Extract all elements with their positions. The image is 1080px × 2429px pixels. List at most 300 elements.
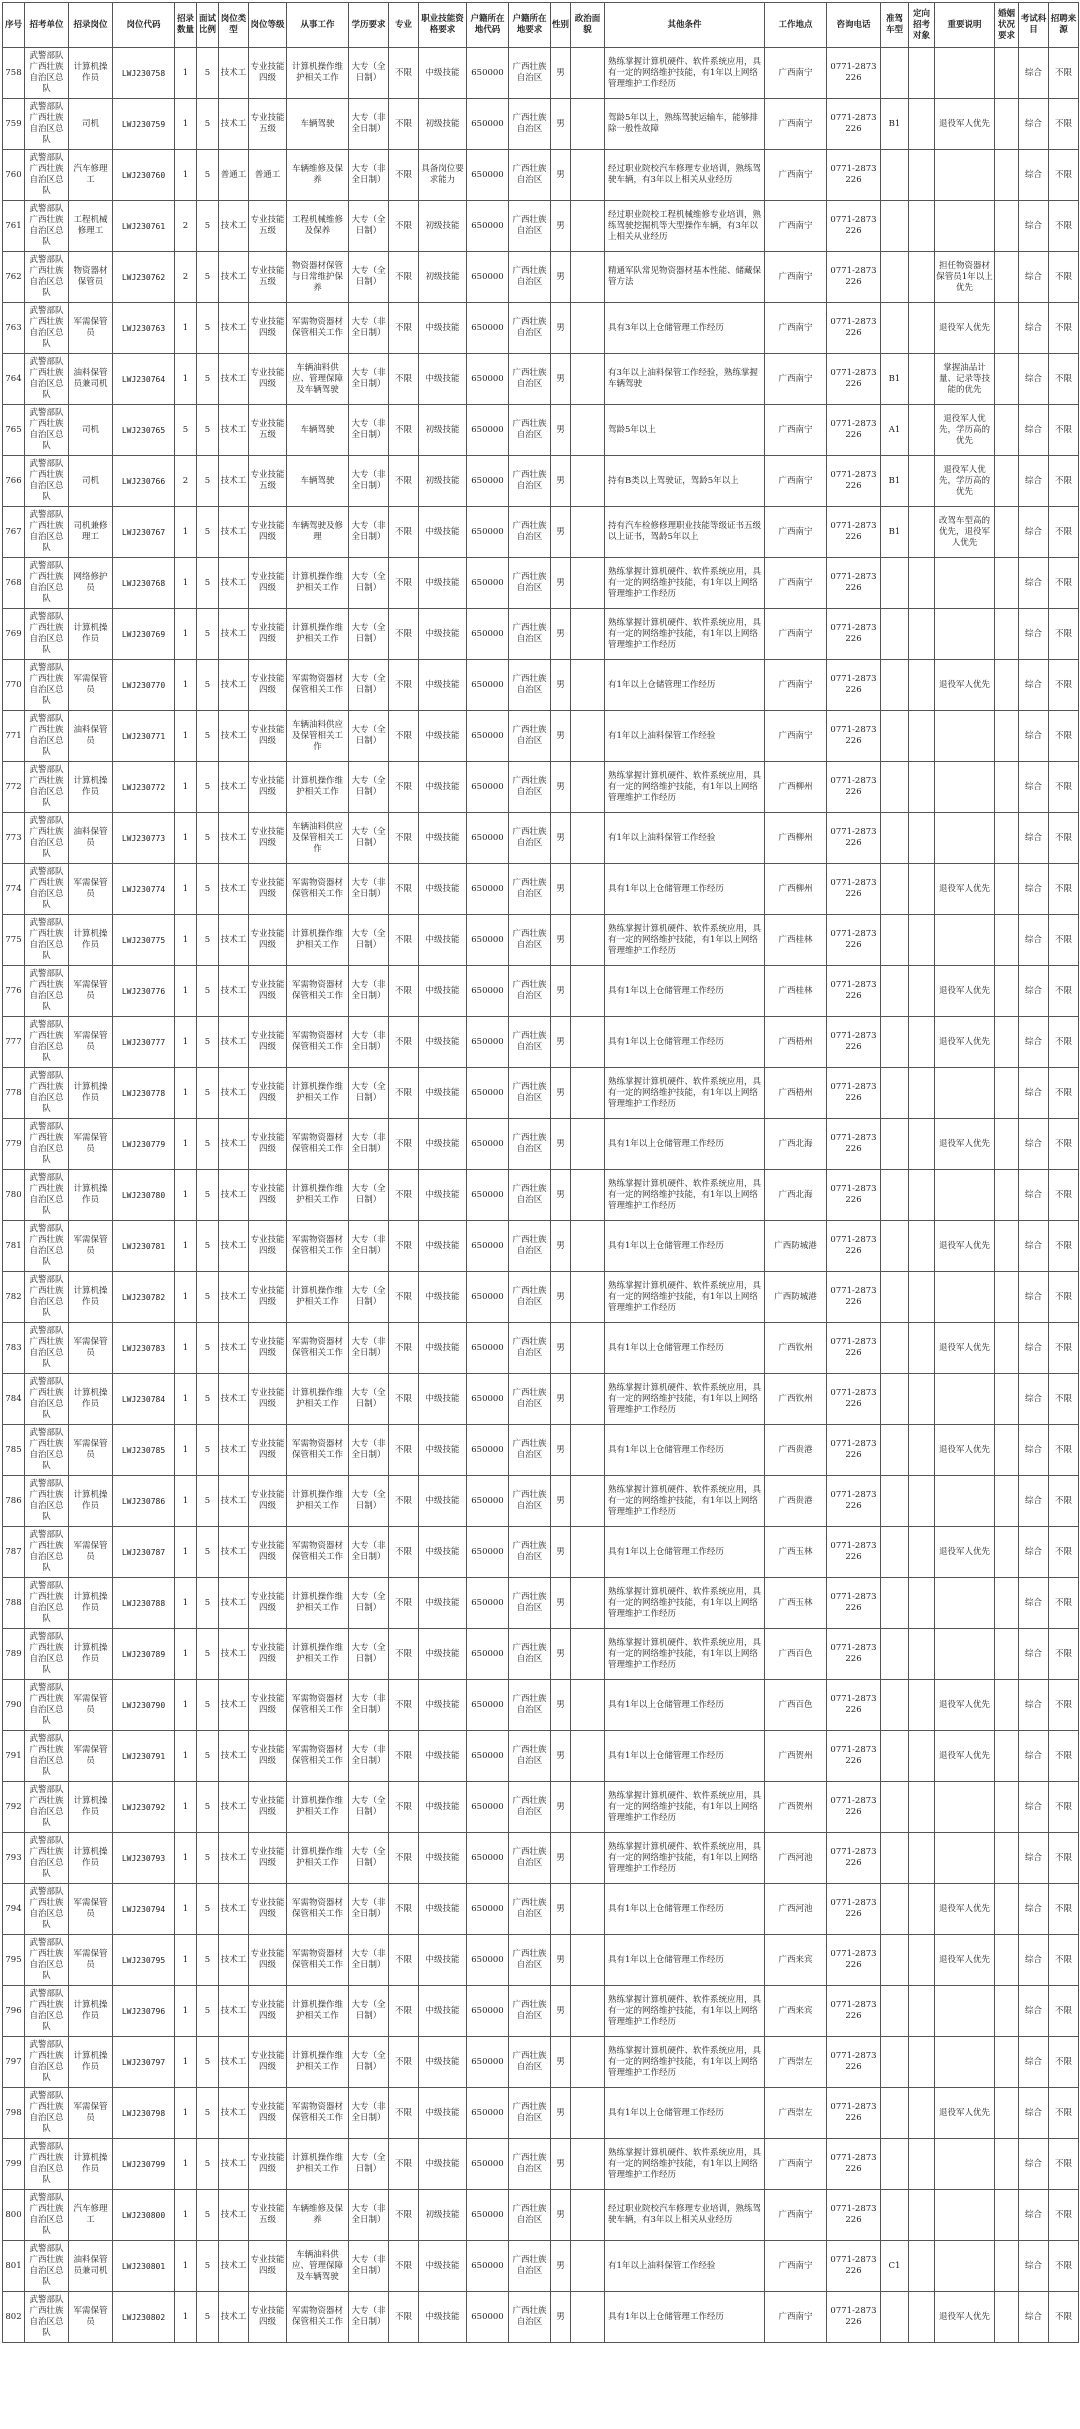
table-cell bbox=[881, 1884, 909, 1935]
table-cell: 650000 bbox=[467, 1323, 509, 1374]
table-cell bbox=[995, 2088, 1019, 2139]
table-cell: 综合 bbox=[1019, 1731, 1049, 1782]
table-cell: 不限 bbox=[1049, 1884, 1079, 1935]
table-cell: 不限 bbox=[1049, 2139, 1079, 2190]
table-cell: 1 bbox=[175, 2190, 197, 2241]
table-cell: 0771-2873226 bbox=[827, 2292, 881, 2343]
table-cell: 男 bbox=[551, 1629, 571, 1680]
table-cell: 专业技能四级 bbox=[249, 711, 287, 762]
table-cell: 1 bbox=[175, 1935, 197, 1986]
table-cell: 男 bbox=[551, 1323, 571, 1374]
table-cell: 1 bbox=[175, 1629, 197, 1680]
table-cell: 5 bbox=[197, 2241, 219, 2292]
table-cell: 5 bbox=[197, 864, 219, 915]
table-cell: 军需保管员 bbox=[69, 303, 113, 354]
table-cell bbox=[909, 1476, 935, 1527]
table-cell: 650000 bbox=[467, 1629, 509, 1680]
table-cell: 技术工 bbox=[219, 1629, 249, 1680]
table-cell: 武警部队广西壮族自治区总队 bbox=[25, 2190, 69, 2241]
table-cell: 综合 bbox=[1019, 558, 1049, 609]
table-cell bbox=[935, 150, 995, 201]
table-cell: 广西北海 bbox=[765, 1119, 827, 1170]
table-cell: 武警部队广西壮族自治区总队 bbox=[25, 1986, 69, 2037]
table-cell bbox=[995, 1731, 1019, 1782]
table-cell bbox=[995, 2190, 1019, 2241]
table-cell: 广西柳州 bbox=[765, 864, 827, 915]
table-cell: 广西南宁 bbox=[765, 609, 827, 660]
table-cell bbox=[571, 2088, 605, 2139]
table-cell bbox=[995, 1578, 1019, 1629]
table-cell bbox=[571, 1935, 605, 1986]
table-cell: 熟练掌握计算机硬件、软件系统应用，具有一定的网络维护技能，有1年以上网络管理维护工作经历 bbox=[605, 1782, 765, 1833]
table-cell bbox=[909, 711, 935, 762]
table-cell: 综合 bbox=[1019, 2241, 1049, 2292]
table-cell: 762 bbox=[3, 252, 25, 303]
table-cell: 大专（非全日制） bbox=[349, 1680, 389, 1731]
table-cell: 大专（非全日制） bbox=[349, 99, 389, 150]
table-cell: 综合 bbox=[1019, 1527, 1049, 1578]
table-cell: 2 bbox=[175, 201, 197, 252]
table-cell: 广西玉林 bbox=[765, 1578, 827, 1629]
table-cell bbox=[881, 48, 909, 99]
table-cell: 退役军人优先 bbox=[935, 1119, 995, 1170]
table-cell: 男 bbox=[551, 1935, 571, 1986]
table-cell: 男 bbox=[551, 711, 571, 762]
table-cell: 军需保管员 bbox=[69, 1527, 113, 1578]
table-cell: 专业技能四级 bbox=[249, 1986, 287, 2037]
table-cell: 760 bbox=[3, 150, 25, 201]
table-cell: LWJ230762 bbox=[113, 252, 175, 303]
table-cell: 专业技能四级 bbox=[249, 1476, 287, 1527]
table-row bbox=[3, 864, 1079, 915]
table-cell: 武警部队广西壮族自治区总队 bbox=[25, 1731, 69, 1782]
table-cell: 男 bbox=[551, 2037, 571, 2088]
table-cell: 男 bbox=[551, 1884, 571, 1935]
table-cell: 具备岗位要求能力 bbox=[419, 150, 467, 201]
table-cell: 初级技能 bbox=[419, 252, 467, 303]
table-cell: 不限 bbox=[389, 966, 419, 1017]
table-cell: 武警部队广西壮族自治区总队 bbox=[25, 1068, 69, 1119]
table-cell: LWJ230783 bbox=[113, 1323, 175, 1374]
table-cell: 军需物资器材保管相关工作 bbox=[287, 1527, 349, 1578]
table-cell: 广西河池 bbox=[765, 1884, 827, 1935]
table-cell bbox=[909, 2190, 935, 2241]
table-cell: 不限 bbox=[1049, 1068, 1079, 1119]
table-cell: 军需保管员 bbox=[69, 660, 113, 711]
table-cell bbox=[909, 1833, 935, 1884]
table-cell: 5 bbox=[197, 99, 219, 150]
table-cell: 技术工 bbox=[219, 1731, 249, 1782]
table-cell: 综合 bbox=[1019, 1476, 1049, 1527]
table-cell: 大专（非全日制） bbox=[349, 1017, 389, 1068]
table-cell bbox=[571, 1527, 605, 1578]
table-cell bbox=[571, 2241, 605, 2292]
table-cell: 退役军人优先 bbox=[935, 1884, 995, 1935]
table-row bbox=[3, 1884, 1079, 1935]
table-cell: 不限 bbox=[389, 1986, 419, 2037]
table-cell: 不限 bbox=[1049, 201, 1079, 252]
table-cell bbox=[909, 660, 935, 711]
table-cell bbox=[909, 1017, 935, 1068]
table-cell: 1 bbox=[175, 966, 197, 1017]
table-cell: 综合 bbox=[1019, 201, 1049, 252]
table-cell: LWJ230764 bbox=[113, 354, 175, 405]
table-cell: 广西桂林 bbox=[765, 915, 827, 966]
table-cell: 退役军人优先，学历高的优先 bbox=[935, 405, 995, 456]
table-cell: 男 bbox=[551, 99, 571, 150]
table-cell: 大专（全日制） bbox=[349, 1476, 389, 1527]
table-cell: 5 bbox=[197, 813, 219, 864]
table-cell bbox=[909, 813, 935, 864]
table-cell: LWJ230785 bbox=[113, 1425, 175, 1476]
table-cell: 武警部队广西壮族自治区总队 bbox=[25, 1527, 69, 1578]
table-cell: 专业技能四级 bbox=[249, 558, 287, 609]
table-cell: 大专（全日制） bbox=[349, 609, 389, 660]
table-cell: 0771-2873226 bbox=[827, 354, 881, 405]
table-cell bbox=[881, 711, 909, 762]
table-cell: 1 bbox=[175, 1833, 197, 1884]
table-cell: 技术工 bbox=[219, 1935, 249, 1986]
table-cell bbox=[995, 660, 1019, 711]
table-cell bbox=[995, 2292, 1019, 2343]
table-cell bbox=[995, 1221, 1019, 1272]
table-cell: 武警部队广西壮族自治区总队 bbox=[25, 150, 69, 201]
table-cell: 1 bbox=[175, 1527, 197, 1578]
table-cell: 军需保管员 bbox=[69, 1017, 113, 1068]
table-cell: 退役军人优先 bbox=[935, 1017, 995, 1068]
table-cell: 军需物资器材保管相关工作 bbox=[287, 864, 349, 915]
table-cell: 专业技能四级 bbox=[249, 609, 287, 660]
table-cell bbox=[881, 2139, 909, 2190]
table-cell: 计算机操作维护相关工作 bbox=[287, 558, 349, 609]
table-cell: 不限 bbox=[389, 1629, 419, 1680]
table-cell: 武警部队广西壮族自治区总队 bbox=[25, 1170, 69, 1221]
table-cell: 计算机操作维护相关工作 bbox=[287, 1629, 349, 1680]
table-cell: 5 bbox=[197, 966, 219, 1017]
table-cell: 不限 bbox=[1049, 609, 1079, 660]
table-cell: 770 bbox=[3, 660, 25, 711]
table-cell bbox=[881, 1119, 909, 1170]
table-cell: 大专（非全日制） bbox=[349, 2292, 389, 2343]
table-cell: 广西贺州 bbox=[765, 1731, 827, 1782]
table-cell: 广西壮族自治区 bbox=[509, 558, 551, 609]
table-cell: 0771-2873226 bbox=[827, 660, 881, 711]
table-cell: 技术工 bbox=[219, 456, 249, 507]
table-cell bbox=[909, 1782, 935, 1833]
table-cell bbox=[909, 252, 935, 303]
table-cell: LWJ230798 bbox=[113, 2088, 175, 2139]
table-cell: 大专（非全日制） bbox=[349, 1731, 389, 1782]
table-cell: 广西壮族自治区 bbox=[509, 1425, 551, 1476]
table-cell bbox=[935, 609, 995, 660]
table-cell: 综合 bbox=[1019, 711, 1049, 762]
table-row bbox=[3, 2037, 1079, 2088]
table-cell: 0771-2873226 bbox=[827, 1068, 881, 1119]
table-cell: LWJ230777 bbox=[113, 1017, 175, 1068]
table-cell: 退役军人优先 bbox=[935, 660, 995, 711]
table-cell: 不限 bbox=[1049, 1017, 1079, 1068]
table-cell: 综合 bbox=[1019, 1170, 1049, 1221]
table-cell: 专业技能四级 bbox=[249, 1221, 287, 1272]
table-cell: 广西南宁 bbox=[765, 558, 827, 609]
table-cell: 广西壮族自治区 bbox=[509, 405, 551, 456]
table-cell: 中级技能 bbox=[419, 1272, 467, 1323]
table-cell: 综合 bbox=[1019, 405, 1049, 456]
column-header: 政治面貌 bbox=[571, 3, 605, 48]
table-cell: 大专（非全日制） bbox=[349, 507, 389, 558]
table-cell: 男 bbox=[551, 915, 571, 966]
table-cell: 792 bbox=[3, 1782, 25, 1833]
table-cell: 0771-2873226 bbox=[827, 2037, 881, 2088]
table-cell: 广西壮族自治区 bbox=[509, 1221, 551, 1272]
table-cell: 退役军人优先 bbox=[935, 966, 995, 1017]
table-row bbox=[3, 99, 1079, 150]
table-cell: 788 bbox=[3, 1578, 25, 1629]
table-cell: 765 bbox=[3, 405, 25, 456]
table-cell bbox=[909, 609, 935, 660]
table-cell: 5 bbox=[197, 1068, 219, 1119]
table-cell: 不限 bbox=[1049, 1170, 1079, 1221]
table-cell: 0771-2873226 bbox=[827, 2190, 881, 2241]
table-cell: 不限 bbox=[1049, 813, 1079, 864]
table-cell: 650000 bbox=[467, 150, 509, 201]
table-cell: 不限 bbox=[389, 1527, 419, 1578]
table-cell bbox=[995, 48, 1019, 99]
column-header: 工作地点 bbox=[765, 3, 827, 48]
table-cell: 专业技能五级 bbox=[249, 2190, 287, 2241]
table-cell: 广西南宁 bbox=[765, 2241, 827, 2292]
table-cell: 广西壮族自治区 bbox=[509, 915, 551, 966]
table-cell: 650000 bbox=[467, 2139, 509, 2190]
table-cell: 车辆驾驶 bbox=[287, 456, 349, 507]
table-cell: 801 bbox=[3, 2241, 25, 2292]
table-cell: 车辆油料供应、管理保障及车辆驾驶 bbox=[287, 2241, 349, 2292]
table-cell: 大专（全日制） bbox=[349, 915, 389, 966]
table-cell: 0771-2873226 bbox=[827, 99, 881, 150]
table-cell: 工程机械修理工 bbox=[69, 201, 113, 252]
table-cell: 不限 bbox=[1049, 558, 1079, 609]
table-cell bbox=[909, 1884, 935, 1935]
table-cell: 计算机操作员 bbox=[69, 1782, 113, 1833]
table-cell: 5 bbox=[197, 1170, 219, 1221]
table-cell bbox=[995, 1323, 1019, 1374]
table-cell: 0771-2873226 bbox=[827, 150, 881, 201]
table-cell: 不限 bbox=[389, 1476, 419, 1527]
table-cell: 综合 bbox=[1019, 48, 1049, 99]
table-cell: 1 bbox=[175, 1680, 197, 1731]
table-cell: 专业技能四级 bbox=[249, 1068, 287, 1119]
table-cell: LWJ230782 bbox=[113, 1272, 175, 1323]
table-cell: 广西壮族自治区 bbox=[509, 762, 551, 813]
table-cell bbox=[995, 1935, 1019, 1986]
table-row bbox=[3, 1629, 1079, 1680]
table-cell: 专业技能五级 bbox=[249, 201, 287, 252]
table-cell: 广西壮族自治区 bbox=[509, 150, 551, 201]
table-cell: 专业技能五级 bbox=[249, 405, 287, 456]
table-cell: 650000 bbox=[467, 456, 509, 507]
table-cell: 综合 bbox=[1019, 1068, 1049, 1119]
table-cell bbox=[571, 507, 605, 558]
table-cell: 男 bbox=[551, 1221, 571, 1272]
table-cell: LWJ230767 bbox=[113, 507, 175, 558]
table-cell: 不限 bbox=[389, 150, 419, 201]
table-cell: 大专（非全日制） bbox=[349, 966, 389, 1017]
table-cell: 789 bbox=[3, 1629, 25, 1680]
table-cell: 5 bbox=[197, 1476, 219, 1527]
table-cell: 763 bbox=[3, 303, 25, 354]
table-cell bbox=[881, 1425, 909, 1476]
table-row bbox=[3, 2088, 1079, 2139]
table-cell: 650000 bbox=[467, 864, 509, 915]
table-cell: 综合 bbox=[1019, 354, 1049, 405]
column-header: 招考单位 bbox=[25, 3, 69, 48]
table-cell: 具有1年以上仓储管理工作经历 bbox=[605, 1425, 765, 1476]
table-cell: 不限 bbox=[1049, 1731, 1079, 1782]
table-cell: 具有1年以上仓储管理工作经历 bbox=[605, 1119, 765, 1170]
table-cell: 广西壮族自治区 bbox=[509, 2241, 551, 2292]
table-cell: 技术工 bbox=[219, 48, 249, 99]
table-row bbox=[3, 354, 1079, 405]
table-row bbox=[3, 1323, 1079, 1374]
table-cell: 男 bbox=[551, 1272, 571, 1323]
table-cell: 物资器材保管员 bbox=[69, 252, 113, 303]
table-cell: 驾龄5年以上，熟练驾驶运输车，能够排除一般性故障 bbox=[605, 99, 765, 150]
table-cell bbox=[995, 762, 1019, 813]
table-cell bbox=[909, 558, 935, 609]
table-cell: 计算机操作员 bbox=[69, 762, 113, 813]
table-cell: LWJ230797 bbox=[113, 2037, 175, 2088]
table-cell: 男 bbox=[551, 1374, 571, 1425]
table-cell: 不限 bbox=[389, 2292, 419, 2343]
table-cell: 广西壮族自治区 bbox=[509, 1476, 551, 1527]
table-cell bbox=[881, 2292, 909, 2343]
table-cell bbox=[909, 1629, 935, 1680]
table-cell: 专业技能四级 bbox=[249, 303, 287, 354]
table-cell: 650000 bbox=[467, 354, 509, 405]
table-cell: 1 bbox=[175, 609, 197, 660]
table-cell: LWJ230763 bbox=[113, 303, 175, 354]
table-cell: 不限 bbox=[389, 201, 419, 252]
table-cell: 经过职业院校汽车修理专业培训，熟练驾驶车辆，有3年以上相关从业经历 bbox=[605, 2190, 765, 2241]
table-cell bbox=[995, 1425, 1019, 1476]
table-cell: 综合 bbox=[1019, 1629, 1049, 1680]
table-cell: 广西壮族自治区 bbox=[509, 2292, 551, 2343]
table-cell bbox=[995, 1170, 1019, 1221]
table-cell bbox=[571, 558, 605, 609]
table-cell: 男 bbox=[551, 813, 571, 864]
table-cell: 中级技能 bbox=[419, 1476, 467, 1527]
table-cell bbox=[571, 99, 605, 150]
table-cell: 中级技能 bbox=[419, 966, 467, 1017]
table-cell: 0771-2873226 bbox=[827, 1476, 881, 1527]
table-cell bbox=[935, 1476, 995, 1527]
table-cell: 专业技能四级 bbox=[249, 1935, 287, 1986]
table-cell: 不限 bbox=[389, 1221, 419, 1272]
table-cell: 广西壮族自治区 bbox=[509, 1272, 551, 1323]
table-cell: 技术工 bbox=[219, 915, 249, 966]
table-cell: 大专（全日制） bbox=[349, 252, 389, 303]
table-cell: 网络修护员 bbox=[69, 558, 113, 609]
table-cell: 专业技能四级 bbox=[249, 2292, 287, 2343]
table-cell: 技术工 bbox=[219, 609, 249, 660]
table-cell: 广西壮族自治区 bbox=[509, 1935, 551, 1986]
table-cell: 综合 bbox=[1019, 1833, 1049, 1884]
table-cell: 广西壮族自治区 bbox=[509, 1782, 551, 1833]
table-cell: 1 bbox=[175, 1731, 197, 1782]
table-row bbox=[3, 1476, 1079, 1527]
table-cell: 专业技能四级 bbox=[249, 660, 287, 711]
table-cell: 专业技能四级 bbox=[249, 1170, 287, 1221]
table-cell: LWJ230795 bbox=[113, 1935, 175, 1986]
column-header: 岗位类型 bbox=[219, 3, 249, 48]
table-cell: 男 bbox=[551, 558, 571, 609]
table-cell: 650000 bbox=[467, 1221, 509, 1272]
table-cell: 650000 bbox=[467, 252, 509, 303]
table-cell: 中级技能 bbox=[419, 1374, 467, 1425]
table-cell bbox=[571, 48, 605, 99]
table-row bbox=[3, 1578, 1079, 1629]
table-cell bbox=[935, 711, 995, 762]
table-cell: 不限 bbox=[389, 354, 419, 405]
table-cell: 军需保管员 bbox=[69, 1221, 113, 1272]
table-cell bbox=[909, 1680, 935, 1731]
table-cell: 武警部队广西壮族自治区总队 bbox=[25, 864, 69, 915]
table-cell bbox=[995, 1833, 1019, 1884]
table-cell: 1 bbox=[175, 303, 197, 354]
table-row bbox=[3, 1119, 1079, 1170]
table-cell: 武警部队广西壮族自治区总队 bbox=[25, 2241, 69, 2292]
table-cell: 熟练掌握计算机硬件、软件系统应用，具有一定的网络维护技能，有1年以上网络管理维护工作经历 bbox=[605, 2037, 765, 2088]
table-cell: 军需保管员 bbox=[69, 966, 113, 1017]
table-cell: 具有3年以上仓储管理工作经历 bbox=[605, 303, 765, 354]
table-cell bbox=[571, 966, 605, 1017]
table-cell: 中级技能 bbox=[419, 915, 467, 966]
table-cell bbox=[571, 1272, 605, 1323]
table-cell: 1 bbox=[175, 1119, 197, 1170]
table-cell: LWJ230774 bbox=[113, 864, 175, 915]
table-cell: 广西南宁 bbox=[765, 2292, 827, 2343]
table-cell bbox=[909, 1425, 935, 1476]
table-cell: 军需保管员 bbox=[69, 1119, 113, 1170]
table-cell bbox=[995, 354, 1019, 405]
table-cell: 技术工 bbox=[219, 201, 249, 252]
table-cell: 广西来宾 bbox=[765, 1935, 827, 1986]
table-cell: LWJ230758 bbox=[113, 48, 175, 99]
column-header: 学历要求 bbox=[349, 3, 389, 48]
table-cell: 5 bbox=[197, 1272, 219, 1323]
table-cell: 0771-2873226 bbox=[827, 405, 881, 456]
table-cell: 广西河池 bbox=[765, 1833, 827, 1884]
table-cell bbox=[909, 201, 935, 252]
table-cell bbox=[571, 1068, 605, 1119]
table-cell: 计算机操作员 bbox=[69, 1170, 113, 1221]
table-cell: 不限 bbox=[389, 1119, 419, 1170]
table-cell: 1 bbox=[175, 660, 197, 711]
table-cell: 计算机操作员 bbox=[69, 1374, 113, 1425]
table-cell: 广西壮族自治区 bbox=[509, 1170, 551, 1221]
table-cell: 计算机操作维护相关工作 bbox=[287, 1272, 349, 1323]
table-cell: 广西南宁 bbox=[765, 252, 827, 303]
table-cell: 专业技能四级 bbox=[249, 1017, 287, 1068]
table-cell: B1 bbox=[881, 507, 909, 558]
table-cell: 中级技能 bbox=[419, 2088, 467, 2139]
table-cell bbox=[881, 1221, 909, 1272]
table-cell: 男 bbox=[551, 252, 571, 303]
table-cell: 0771-2873226 bbox=[827, 1425, 881, 1476]
table-cell: 广西壮族自治区 bbox=[509, 864, 551, 915]
table-cell: 不限 bbox=[389, 1068, 419, 1119]
table-cell: LWJ230786 bbox=[113, 1476, 175, 1527]
